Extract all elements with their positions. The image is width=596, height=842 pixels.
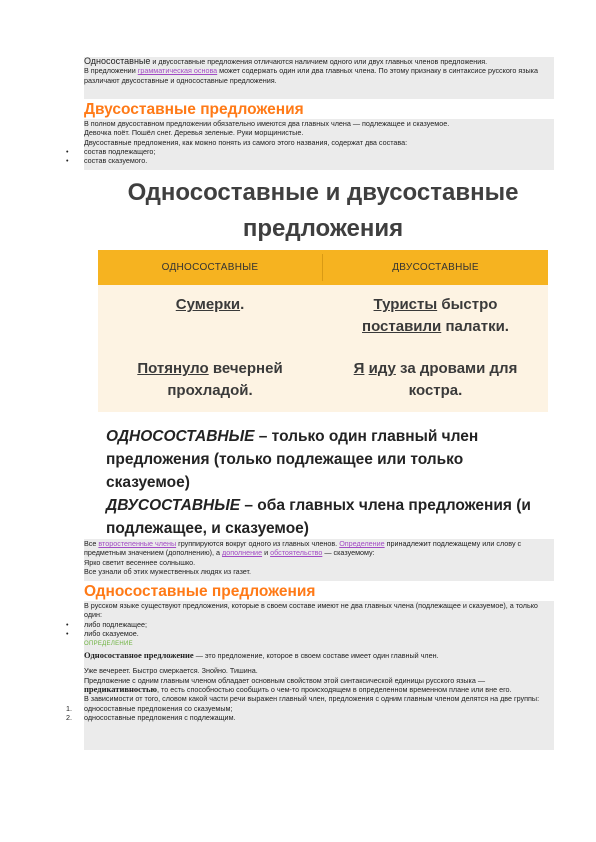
link-attribute[interactable]: Определение — [339, 539, 385, 548]
example-text: костра. — [408, 382, 463, 399]
list-item-text: односоставные предложения с подлежащим. — [84, 712, 236, 722]
example-one-part-2 — [98, 358, 322, 402]
definition-one-part — [106, 425, 551, 494]
intro-lead-word: Односоставные — [84, 56, 151, 66]
section1-examples: Девочка поёт. Пошёл снег. Деревья зеленые. Руки морщинистые. — [84, 128, 304, 138]
list-item — [66, 703, 554, 713]
list-item-text: либо подлежащее; — [84, 619, 147, 629]
definition-term: ОДНОСОСТАВНЫЕ — [106, 428, 255, 445]
list-item-text: односоставные предложения со сказуемым; — [84, 703, 233, 713]
section-heading-two-part: Двусоставные предложения — [84, 101, 304, 118]
infographic — [84, 170, 562, 537]
list-item — [66, 146, 554, 156]
definition-term: Односоставное предложение — [84, 650, 194, 661]
bold-term: предикативностью — [84, 684, 158, 695]
definition-two-part — [106, 494, 551, 540]
members-text: и — [262, 548, 271, 558]
infographic-title-line1: Односоставные и двусоставные — [127, 179, 519, 206]
section2-bullet-list — [66, 619, 554, 639]
list-item-text: состав подлежащего; — [84, 146, 156, 156]
list-item — [66, 619, 554, 629]
example-text: прохладой. — [167, 382, 253, 399]
list-item — [66, 628, 554, 638]
paragraph-text: , то есть способностью сообщить о чем-то происходящем в определенном временном плане или вне его. — [157, 685, 512, 695]
table-header — [98, 250, 548, 285]
section-heading-one-part: Односоставные предложения — [84, 583, 316, 600]
list-item-text: либо сказуемое. — [84, 628, 139, 638]
bullet-icon: • — [66, 628, 69, 638]
list-item — [66, 156, 554, 166]
link-object[interactable]: дополнение — [222, 548, 263, 558]
definitions — [106, 425, 551, 540]
underlined-subject: Я — [353, 360, 365, 377]
example-text: палатки. — [441, 318, 509, 335]
comparison-table — [98, 250, 548, 412]
link-adverbial[interactable]: обстоятельство — [270, 548, 323, 558]
definition-text: – оба главных члена предложения (и подлежащее, и сказуемое) — [106, 497, 531, 537]
intro-block — [84, 57, 554, 99]
intro-paragraph-2 — [84, 66, 554, 85]
members-paragraph — [84, 539, 554, 558]
section1-block — [66, 119, 554, 170]
examples-line: Уже вечереет. Быстро смеркается. Знойно. Тишина. — [84, 666, 258, 676]
definition-term: ДВУСОСТАВНЫЕ — [106, 497, 241, 514]
section1-bullet-list — [66, 146, 554, 166]
underlined-predicate: поставили — [362, 318, 442, 335]
list-item-text: состав сказуемого. — [84, 156, 148, 166]
example-two-part-2 — [323, 358, 548, 402]
section1-paragraph-1: В полном двусоставном предложении обязательно имеются два главных члена — подлежащее и сказуемое. — [84, 119, 450, 128]
example-text: вечерней — [208, 360, 283, 377]
example-sentence-1: Ярко светит весеннее солнышко. — [84, 557, 196, 567]
list-number: 1. — [66, 703, 72, 713]
numbered-list — [66, 703, 554, 723]
definition-text: – только один главный член предложения (только подлежащее или только сказуемое) — [106, 428, 479, 491]
bullet-icon: • — [66, 156, 69, 166]
definition-paragraph — [84, 651, 554, 660]
example-text: быстро — [437, 296, 498, 313]
underlined-subject: Туристы — [373, 296, 438, 313]
section1-paragraph-3: Двусоставные предложения, как можно понять из самого этого названия, содержат два состава: — [84, 137, 408, 147]
example-text: . — [240, 296, 245, 313]
members-text: Все — [84, 539, 99, 548]
members-text: группируются вокруг одного из главных членов. — [176, 539, 340, 548]
link-grammatical-basis[interactable]: грамматическая основа — [137, 66, 218, 76]
predicativity-paragraph — [84, 676, 554, 695]
list-item — [66, 712, 554, 722]
section2-block — [66, 601, 554, 750]
example-one-part-1 — [98, 294, 322, 316]
definition-text: — это предложение, которое в своем составе имеет один главный член. — [193, 651, 439, 661]
intro-text-2: может содержать один или два главных члена. По этому признаку в синтаксисе русского языка различают двусоставные и односоставные предложения. — [84, 66, 538, 85]
underlined-predicate: иду — [368, 360, 396, 377]
list-number: 2. — [66, 712, 72, 722]
example-sentence-2: Все узнали об этих мужественных людях из газет. — [84, 566, 252, 576]
section2-paragraph-1: В русском языке существуют предложения, которые в своем составе имеют не два главных члена (подлежащее и сказуемое), а только один: — [84, 601, 538, 620]
example-two-part-1 — [323, 294, 548, 338]
header-one-part: ОДНОСОСТАВНЫЕ — [161, 262, 259, 273]
members-block — [84, 539, 554, 581]
bullet-icon: • — [66, 619, 69, 629]
members-text: — сказуемому: — [322, 548, 375, 558]
intro-text: В предложении — [84, 66, 138, 76]
intro-rest: и двусоставные предложения отличаются наличием одного или двух главных членов предложения. — [150, 57, 488, 66]
definition-label: ОПРЕДЕЛЕНИЕ — [84, 641, 133, 648]
infographic-title-line2: предложения — [242, 215, 404, 242]
intro-paragraph — [84, 57, 554, 66]
header-two-part: ДВУСОСТАВНЫЕ — [392, 262, 479, 273]
bullet-icon: • — [66, 146, 69, 156]
members-text: принадлежит подлежащему или слову с предметным значением (дополнению), а — [84, 539, 522, 558]
underlined-predicate: Сумерки — [175, 296, 241, 313]
groups-paragraph: В зависимости от того, словом какой части речи выражен главный член, предложения с одним главным членом делятся на две группы: — [84, 694, 540, 704]
paragraph-text: Предложение с одним главным членом обладает основным свойством этой синтаксической единицы русского языка — — [84, 675, 486, 685]
example-text: за дровами для — [395, 360, 518, 377]
underlined-predicate: Потянуло — [137, 360, 209, 377]
link-secondary-members[interactable]: второстепенные члены — [98, 539, 177, 548]
